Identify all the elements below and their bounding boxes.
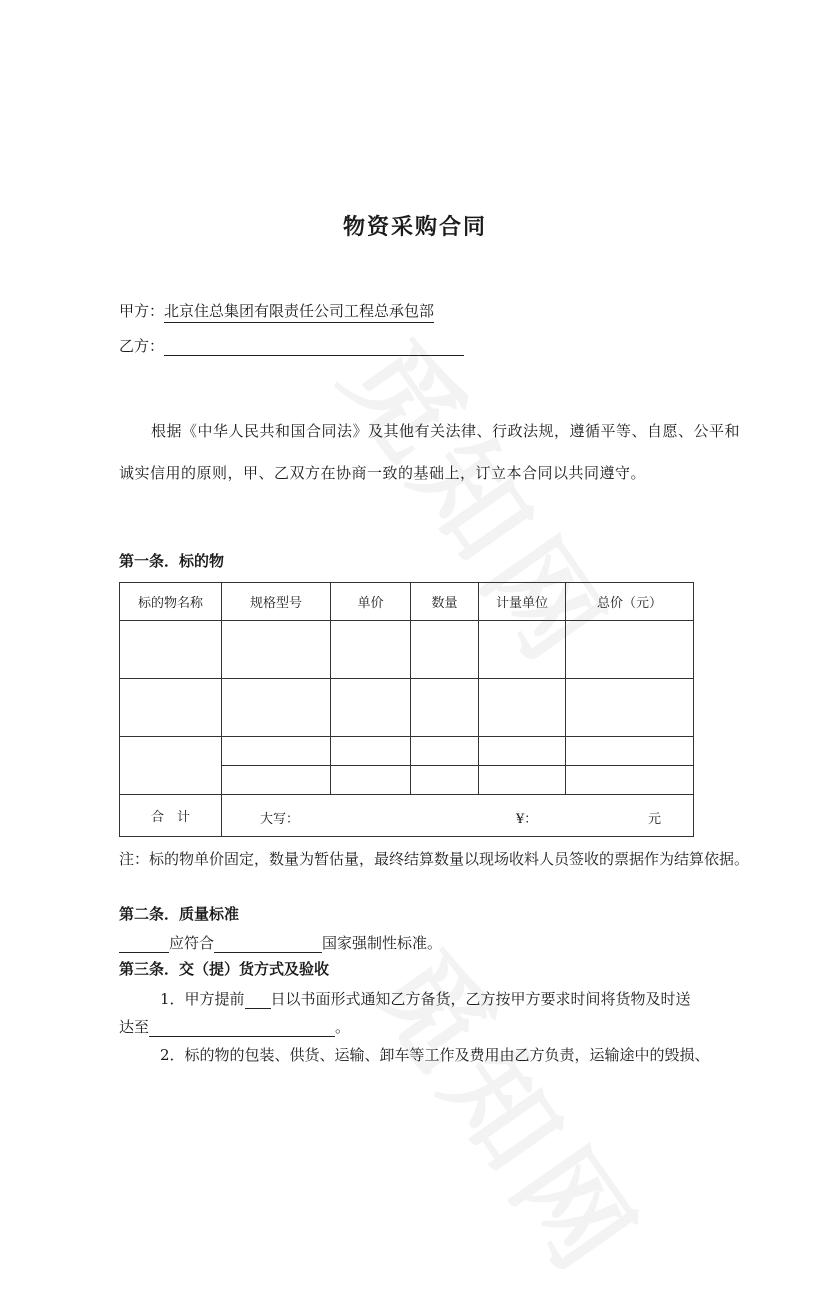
- table-header: 标的物名称: [120, 583, 222, 621]
- table-cell[interactable]: [479, 737, 566, 766]
- table-header: 单价: [331, 583, 411, 621]
- page-title: 物资采购合同: [342, 214, 487, 240]
- delivery-item-1-cont: [119, 1016, 350, 1037]
- table-cell[interactable]: [331, 766, 411, 795]
- total-amount-cell[interactable]: [222, 795, 694, 837]
- article1-heading: 第一条．标的物: [119, 552, 225, 570]
- quality-text-1: 应符合: [169, 934, 215, 952]
- article2-heading: 第二条．质量标准: [119, 905, 240, 923]
- table-cell[interactable]: [479, 621, 566, 679]
- table-cell[interactable]: [331, 621, 411, 679]
- table-header: 规格型号: [222, 583, 331, 621]
- table-total-row: [120, 795, 694, 837]
- table-cell[interactable]: [222, 679, 331, 737]
- yuan-label: 元: [648, 812, 662, 827]
- table-header: 总价（元）: [566, 583, 694, 621]
- table-cell[interactable]: [120, 737, 222, 795]
- party-a-value[interactable]: 北京住总集团有限责任公司工程总承包部: [164, 300, 434, 323]
- table-header-row: [120, 583, 694, 621]
- party-a-label: 甲方：: [119, 302, 165, 320]
- table-cell[interactable]: [222, 621, 331, 679]
- item1-text-b: 日以书面形式通知乙方备货，乙方按甲方要求时间将货物及时送: [270, 990, 691, 1008]
- table-cell[interactable]: [331, 737, 411, 766]
- blank-field[interactable]: [245, 992, 271, 1009]
- table-row: [120, 679, 694, 737]
- delivery-item-2: 2．标的物的包装、供货、运输、卸车等工作及费用由乙方负责，运输途中的毁损、: [160, 1046, 710, 1064]
- item1-text-a: 1．甲方提前: [160, 990, 245, 1008]
- party-a: [119, 300, 434, 323]
- party-b-value[interactable]: [164, 336, 464, 356]
- total-label: 合 计: [120, 795, 222, 837]
- goods-table: [119, 582, 694, 837]
- item1-text-d: 。: [335, 1018, 351, 1036]
- quality-text-2: 国家强制性标准。: [322, 934, 443, 952]
- yen-label: ¥：: [516, 812, 538, 827]
- blank-field[interactable]: [119, 936, 169, 953]
- table-cell[interactable]: [566, 621, 694, 679]
- table-cell[interactable]: [479, 766, 566, 795]
- item1-text-c: 达至: [119, 1018, 150, 1036]
- table-cell[interactable]: [566, 737, 694, 766]
- table-cell[interactable]: [411, 766, 479, 795]
- table-cell[interactable]: [566, 679, 694, 737]
- table-cell[interactable]: [120, 621, 222, 679]
- table-cell[interactable]: [222, 737, 331, 766]
- table-header: 计量单位: [479, 583, 566, 621]
- table-row: [120, 737, 694, 766]
- table-note: 注：标的物单价固定，数量为暂估量，最终结算数量以现场收料人员签收的票据作为结算依据。: [119, 850, 750, 868]
- table-row: [120, 621, 694, 679]
- table-cell[interactable]: [411, 621, 479, 679]
- blank-field[interactable]: [149, 1020, 335, 1037]
- party-b-label: 乙方：: [119, 337, 165, 355]
- table-cell[interactable]: [120, 679, 222, 737]
- quality-line: [119, 932, 442, 953]
- table-cell[interactable]: [222, 766, 331, 795]
- capital-label: 大写：: [260, 812, 300, 827]
- blank-field[interactable]: [214, 936, 322, 953]
- table-cell[interactable]: [411, 679, 479, 737]
- table-header: 数量: [411, 583, 479, 621]
- table-cell[interactable]: [479, 679, 566, 737]
- watermark: [343, 914, 682, 1304]
- party-b: [119, 335, 464, 356]
- table-cell[interactable]: [331, 679, 411, 737]
- table-cell[interactable]: [411, 737, 479, 766]
- article3-heading: 第三条．交（提）货方式及验收: [119, 960, 330, 978]
- delivery-item-1: [160, 988, 691, 1009]
- preamble: 根据《中华人民共和国合同法》及其他有关法律、行政法规，遵循平等、自愿、公平和诚实信用的原则，甲、乙双方在协商一致的基础上，订立本合同以共同遵守。: [119, 422, 741, 482]
- table-cell[interactable]: [566, 766, 694, 795]
